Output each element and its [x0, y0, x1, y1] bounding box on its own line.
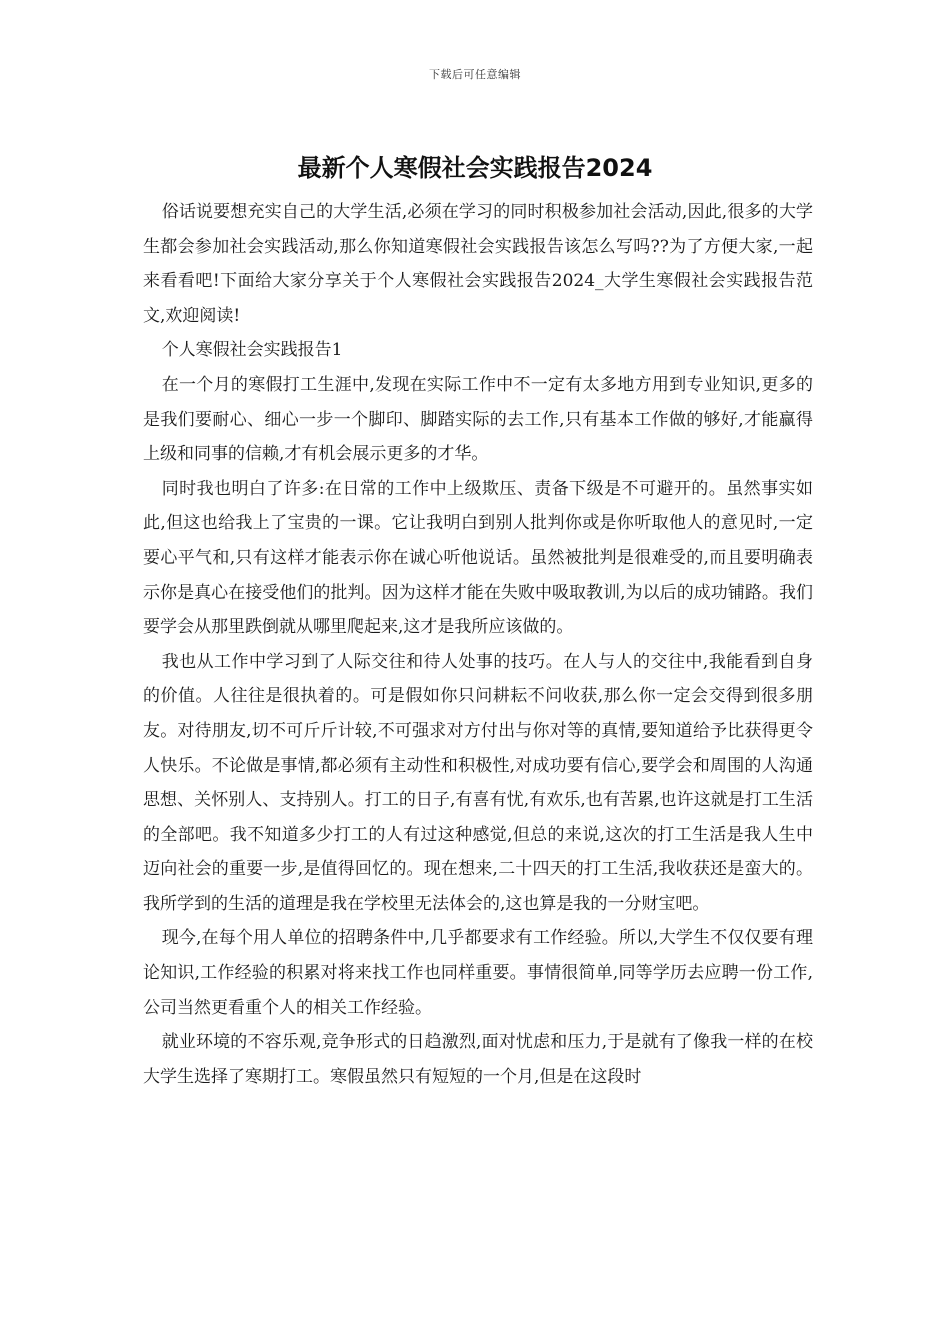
- document-title: 最新个人寒假社会实践报告2024: [297, 154, 653, 182]
- section-heading: 个人寒假社会实践报告1: [161, 340, 343, 361]
- body-paragraph: 同时我也明白了许多:在日常的工作中上级欺压、责备下级是不可避开的。虽然事实如此,但这也给我上了宝贵的一课。它让我明白到别人批判你或是你听取他人的意见时,一定要心平气和,只有这样才能表示你在诚心听他说话。虽然被批判是很难受的,而且要明确表示你是真心在接受他们的批判。因为这样才能在失败中吸取教训,为以后的成功铺路。我们要学会从那里跌倒就从哪里爬起来,这才是我所应该做的。: [143, 478, 813, 638]
- body-paragraph: 现今,在每个用人单位的招聘条件中,几乎都要求有工作经验。所以,大学生不仅仅要有理论知识,工作经验的积累对将来找工作也同样重要。事情很简单,同等学历去应聘一份工作,公司当然更看重个人的相关工作经验。: [143, 928, 813, 1018]
- body-paragraph: 我也从工作中学习到了人际交往和待人处事的技巧。在人与人的交往中,我能看到自身的价值。人往往是很执着的。可是假如你只问耕耘不问收获,那么你一定会交得到很多朋友。对待朋友,切不可斤斤计较,不可强求对方付出与你对等的真情,要知道给予比获得更令人快乐。不论做是事情,都必须有主动性和积极性,对成功要有信心,要学会和周围的人沟通思想、关怀别人、支持别人。打工的日子,有喜有忧,有欢乐,也有苦累,也许这就是打工生活的全部吧。我不知道多少打工的人有过这种感觉,但总的来说,这次的打工生活是我人生中迈向社会的重要一步,是值得回忆的。现在想来,二十四天的打工生活,我收获还是蛮大的。我所学到的生活的道理是我在学校里无法体会的,这也算是我的一分财宝吧。: [143, 651, 813, 914]
- header-note: 下载后可任意编辑: [429, 68, 521, 81]
- document-body: [143, 195, 813, 1094]
- body-paragraph: 在一个月的寒假打工生涯中,发现在实际工作中不一定有太多地方用到专业知识,更多的是我们要耐心、细心一步一个脚印、脚踏实际的去工作,只有基本工作做的够好,才能赢得上级和同事的信赖,才有机会展示更多的才华。: [143, 374, 813, 465]
- body-paragraph: 就业环境的不容乐观,竞争形式的日趋激烈,面对忧虑和压力,于是就有了像我一样的在校大学生选择了寒期打工。寒假虽然只有短短的一个月,但是在这段时: [143, 1032, 813, 1087]
- intro-paragraph: 俗话说要想充实自己的大学生活,必须在学习的同时积极参加社会活动,因此,很多的大学生都会参加社会实践活动,那么你知道寒假社会实践报告该怎么写吗??为了方便大家,一起来看看吧!下面给大家分享关于个人寒假社会实践报告2024_大学生寒假社会实践报告范文,欢迎阅读!: [143, 202, 813, 326]
